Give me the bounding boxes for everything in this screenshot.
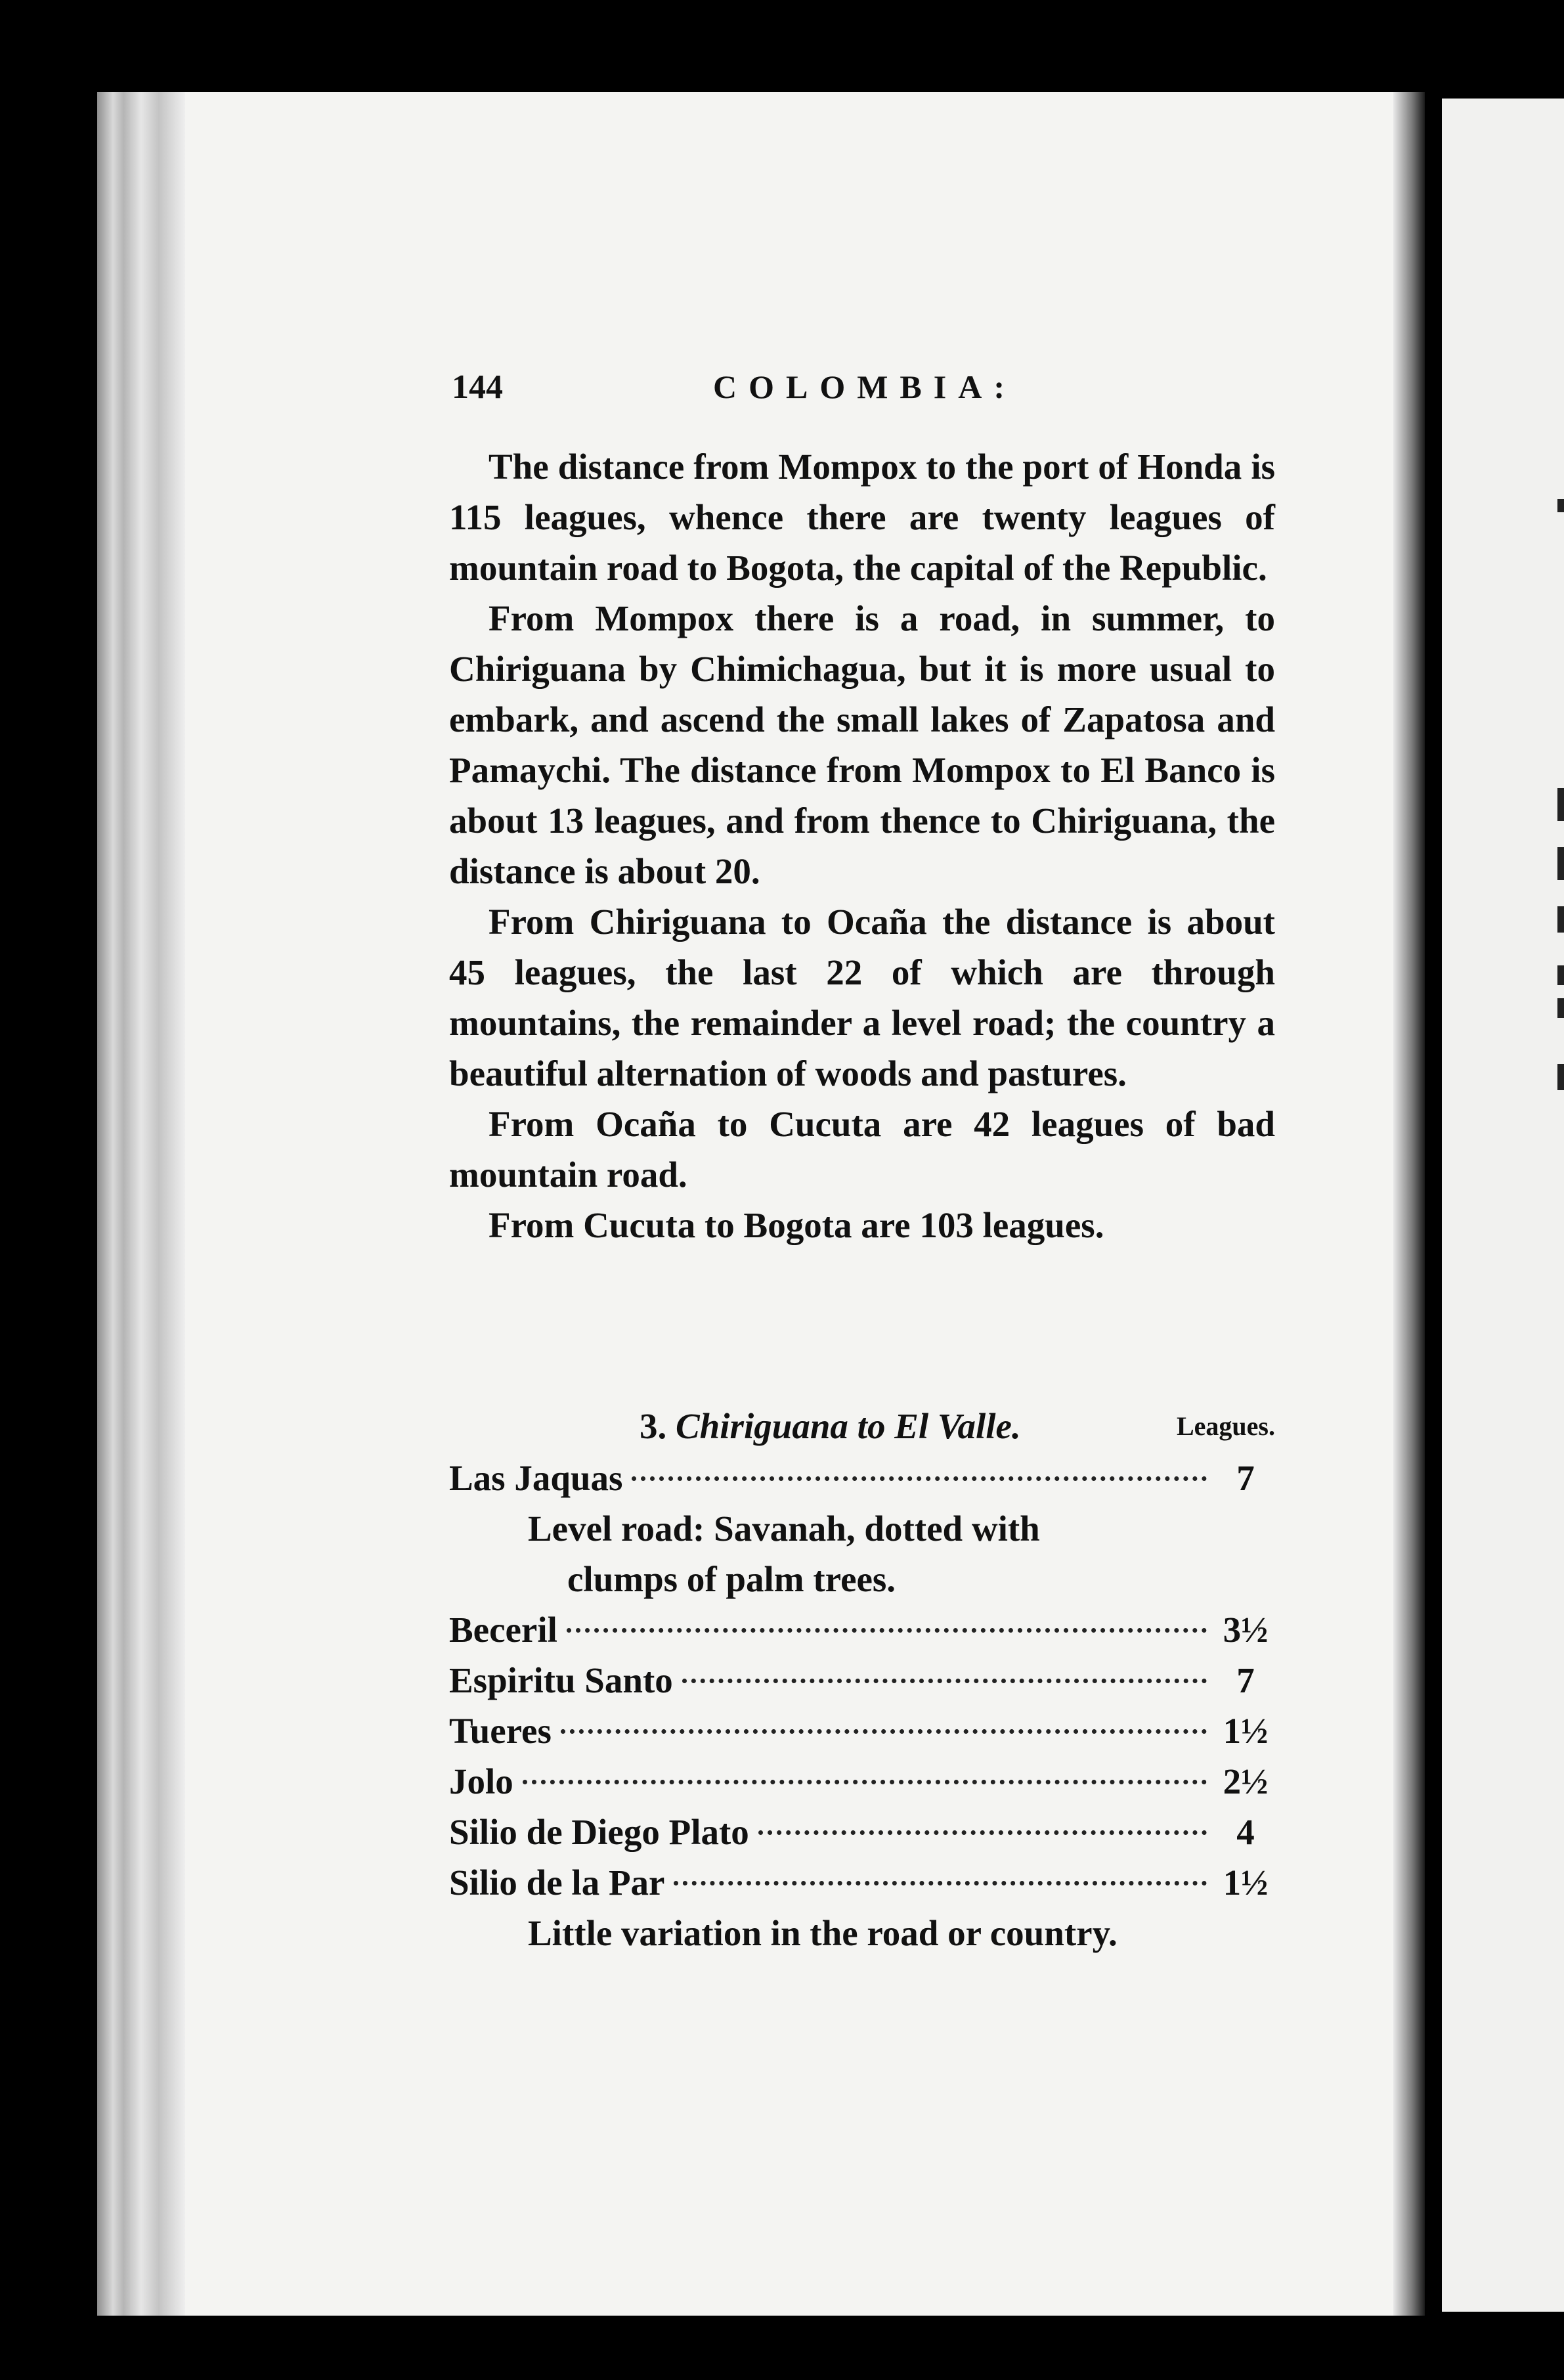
place-name: Silio de la Par xyxy=(449,1862,665,1903)
route-note xyxy=(528,1503,1177,1604)
dot-leader xyxy=(567,1628,1207,1633)
leagues-value: 3½ xyxy=(1223,1610,1269,1650)
facing-page-glyph xyxy=(1557,499,1564,512)
place-name: Las Jaquas xyxy=(449,1458,623,1498)
page-header xyxy=(452,368,1276,407)
page-number: 144 xyxy=(452,368,503,406)
dot-leader xyxy=(561,1729,1207,1734)
table-row xyxy=(449,1453,1275,1503)
facing-page-glyph xyxy=(1557,906,1564,933)
place-name: Silio de Diego Plato xyxy=(449,1812,749,1852)
place-name: Espiritu Santo xyxy=(449,1660,673,1700)
section-title xyxy=(640,1405,1021,1447)
page-edge-stack xyxy=(97,92,185,2316)
paragraph: From Chiriguana to Ocaña the distance is about 45 leagues, the last 22 of which are through mountains, the remainder a level road; the country a beautiful alternation of woods and pastures. xyxy=(449,902,1275,1093)
leagues-value: 1½ xyxy=(1223,1711,1269,1751)
section-heading xyxy=(449,1405,1275,1451)
note-line: Level road: Savanah, dotted with xyxy=(528,1509,1040,1549)
paragraph: From Cucuta to Bogota are 103 leagues. xyxy=(489,1205,1104,1245)
note-line: clumps of palm trees. xyxy=(567,1559,896,1599)
route-table xyxy=(449,1453,1275,1958)
facing-page-glyph xyxy=(1557,965,1564,985)
facing-page-glyph xyxy=(1557,847,1564,880)
table-row xyxy=(449,1706,1275,1756)
paragraph: From Mompox there is a road, in summer, to Chiriguana by Chimichagua, but it is more usual to embark, and ascend the small lakes of Zapatosa and Pamaychi. The distance from Mompox to El Banco is about 13 leagues, and from thence to Chiriguana, the distance is about 20. xyxy=(449,598,1275,891)
leagues-value: 1½ xyxy=(1223,1862,1269,1903)
dot-leader xyxy=(632,1476,1207,1481)
table-row xyxy=(449,1807,1275,1857)
running-head: COLOMBIA: xyxy=(713,368,1016,405)
dot-leader xyxy=(682,1679,1207,1683)
place-name: Tueres xyxy=(449,1711,552,1751)
table-row xyxy=(449,1655,1275,1706)
section-title-text: Chiriguana to El Valle. xyxy=(676,1406,1021,1446)
leagues-value: 4 xyxy=(1236,1812,1255,1852)
dot-leader xyxy=(674,1881,1207,1885)
paragraph: From Ocaña to Cucuta are 42 leagues of bad mountain road. xyxy=(449,1104,1275,1195)
table-row xyxy=(449,1604,1275,1655)
facing-page-glyph xyxy=(1557,998,1564,1018)
facing-page-glyph xyxy=(1557,788,1564,821)
place-name: Jolo xyxy=(449,1761,513,1801)
leagues-column-header: Leagues. xyxy=(1177,1411,1275,1441)
facing-page-glyph xyxy=(1557,1064,1564,1090)
dot-leader xyxy=(758,1830,1207,1835)
body-text xyxy=(449,441,1275,1250)
paragraph: The distance from Mompox to the port of Honda is 115 leagues, whence there are twenty leagues of mountain road to Bogota, the capital of the Republic. xyxy=(449,447,1275,588)
leagues-value: 7 xyxy=(1236,1660,1255,1700)
table-row xyxy=(449,1756,1275,1807)
dot-leader xyxy=(523,1780,1207,1784)
leagues-value: 7 xyxy=(1236,1458,1255,1498)
place-name: Beceril xyxy=(449,1610,557,1650)
facing-page-fragment xyxy=(1442,99,1564,2312)
closing-note: Little variation in the road or country. xyxy=(528,1913,1118,1953)
leagues-value: 2½ xyxy=(1223,1761,1269,1801)
section-number: 3. xyxy=(640,1406,667,1446)
gutter-shadow xyxy=(1393,92,1425,2316)
table-row xyxy=(449,1857,1275,1908)
